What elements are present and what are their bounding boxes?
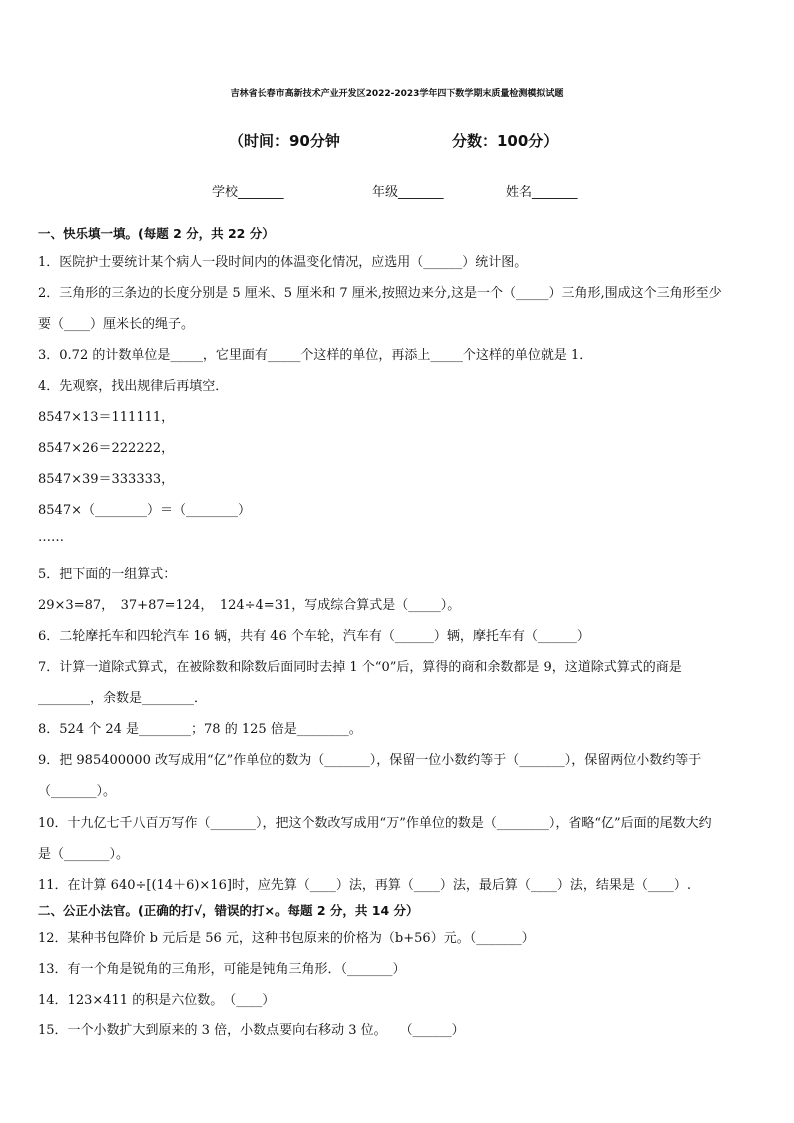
question-2-cont: 要（____）厘米长的绳子。: [38, 317, 195, 332]
question-7-cont: ________，余数是________．: [38, 691, 208, 706]
question-4-eq2: 8547×26＝222222，: [38, 441, 175, 456]
question-13: 13．有一个角是锐角的三角形，可能是钝角三角形．（_______）: [38, 962, 406, 977]
question-5: 5．把下面的一组算式：: [38, 567, 177, 582]
school-field: 学校_______: [212, 185, 284, 200]
question-4-eq4: 8547×（________）＝（________）: [38, 503, 251, 518]
question-4: 4．先观察，找出规律后再填空．: [38, 379, 229, 394]
question-14: 14．123×411 的积是六位数。 （____）: [38, 993, 276, 1008]
exam-score: 分数：100分）: [452, 132, 559, 150]
question-4-eq3: 8547×39＝333333，: [38, 472, 175, 487]
question-10: 10．十九亿七千八百万写作（_______），把这个数改写成用“万”作单位的数是（________），省略“亿”后面的尾数大约: [38, 816, 712, 831]
question-9-cont: （_______）。: [38, 784, 117, 799]
exam-title: 吉林省长春市高新技术产业开发区2022-2023学年四下数学期末质量检测模拟试题: [230, 89, 564, 99]
question-10-cont: 是（_______）。: [38, 847, 130, 862]
question-9: 9．把 985400000 改写成用“亿”作单位的数为（_______），保留一位小数约等于（_______），保留两位小数约等于: [38, 753, 702, 768]
question-1: 1．医院护士要统计某个病人一段时间内的体温变化情况，应选用（______）统计图。: [38, 255, 528, 270]
question-4-ellipsis: ……: [38, 530, 64, 545]
question-6: 6．二轮摩托车和四轮汽车 16 辆，共有 46 个车轮，汽车有（______）辆，摩托车有（______）: [38, 629, 590, 644]
question-11: 11．在计算 640÷[(14＋6)×16]时，应先算（____）法，再算（____）法，最后算（____）法，结果是（____）.: [38, 878, 692, 893]
grade-field: 年级_______: [372, 185, 444, 200]
exam-time: （时间：90分钟: [229, 132, 340, 150]
section-1-heading: 一、快乐填一填。(每题 2 分，共 22 分）: [38, 226, 275, 241]
name-field: 姓名_______: [506, 185, 578, 200]
question-12: 12．某种书包降价 b 元后是 56 元，这种书包原来的价格为（b+56）元。（_______）: [38, 931, 535, 946]
question-7: 7．计算一道除式算式，在被除数和除数后面同时去掉 1 个“0”后，算得的商和余数都是 9，这道除式算式的商是: [38, 660, 682, 675]
question-3: 3．0.72 的计数单位是_____，它里面有_____个这样的单位，再添上_____个这样的单位就是 1．: [38, 348, 593, 363]
question-4-eq1: 8547×13＝111111，: [38, 410, 175, 425]
question-15: 15．一个小数扩大到原来的 3 倍，小数点要向右移动 3 位。 （______）: [38, 1023, 465, 1038]
question-5-cont: 29×3=87， 37+87=124， 124÷4=31，写成综合算式是（_____）。: [38, 598, 461, 613]
question-2: 2．三角形的三条边的长度分别是 5 厘米、5 厘米和 7 厘米,按照边来分,这是一个（_____）三角形,围成这个三角形至少: [38, 286, 722, 301]
question-8: 8．524 个 24 是________；78 的 125 倍是________。: [38, 722, 362, 737]
section-2-heading: 二、公正小法官。(正确的打√，错误的打×。每题 2 分，共 14 分）: [38, 903, 419, 918]
